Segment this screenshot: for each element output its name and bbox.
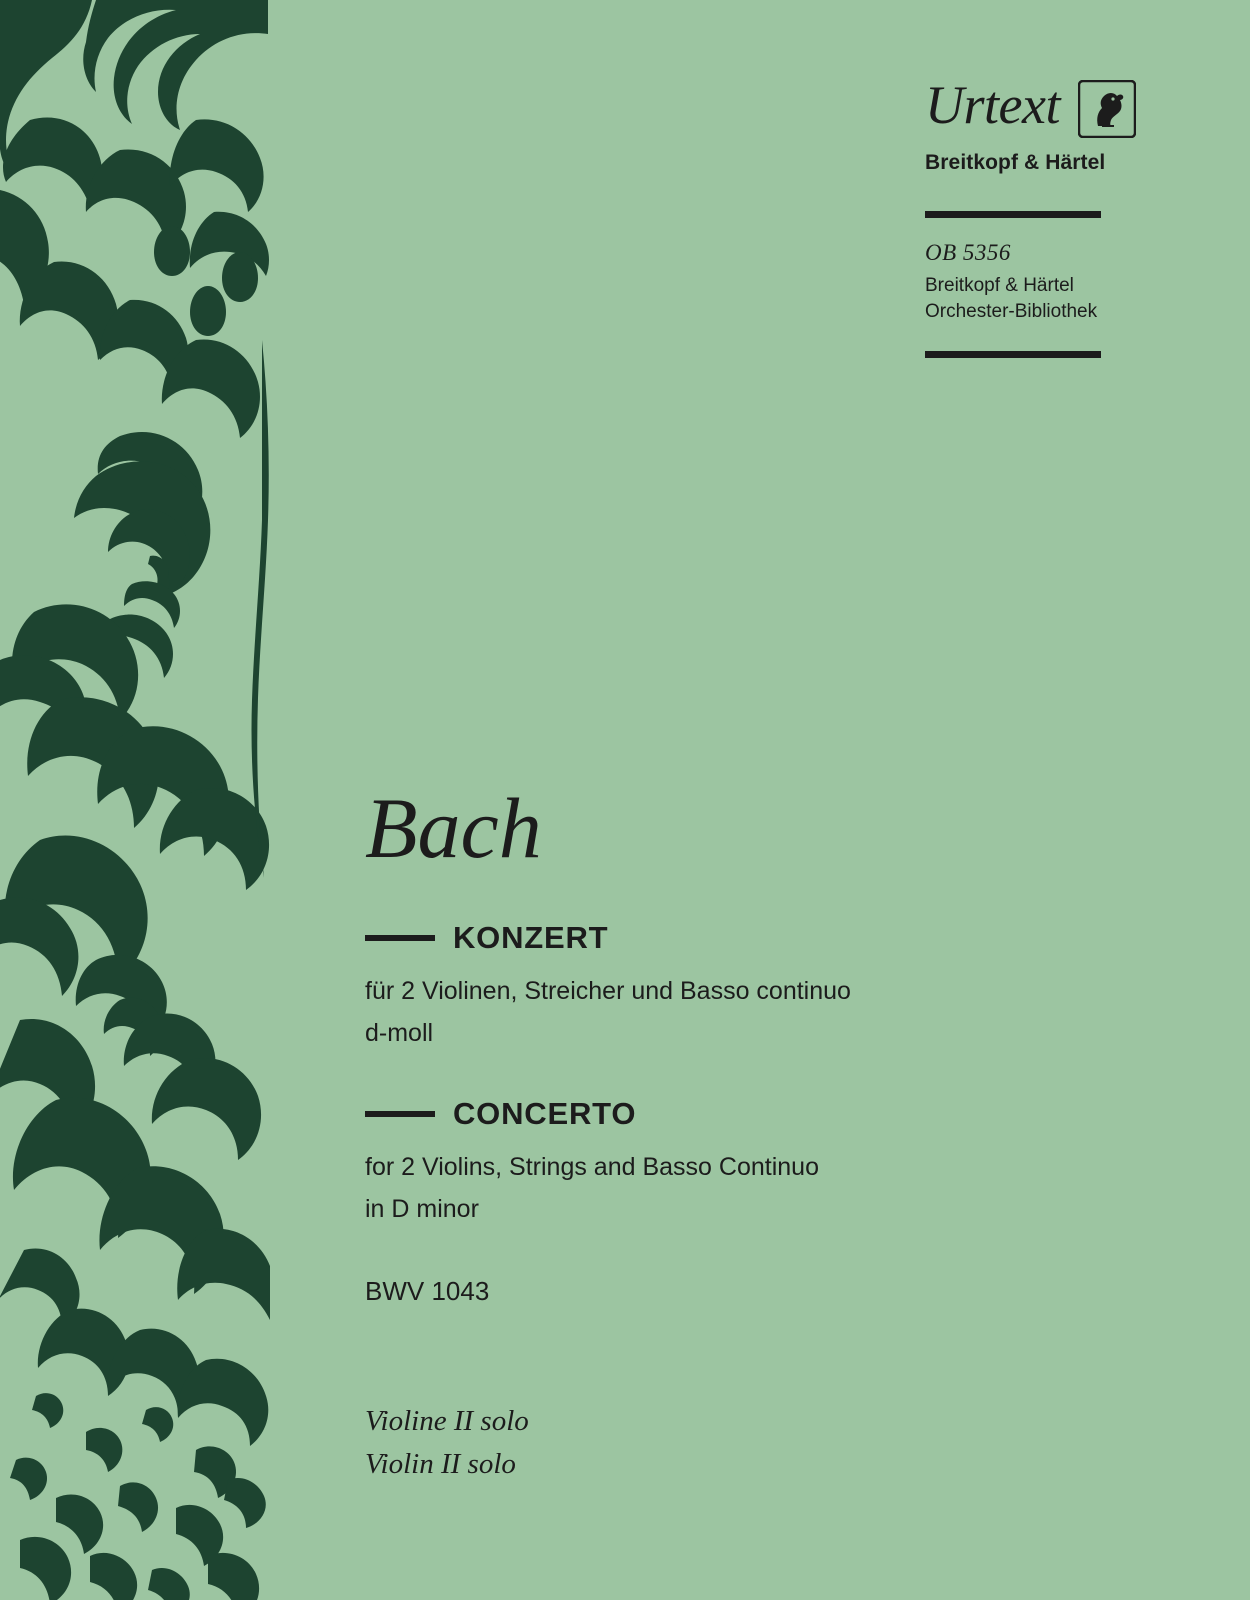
key-en: in D minor xyxy=(365,1195,479,1223)
rule-bottom xyxy=(925,351,1101,358)
part-designation-en: Violin II solo xyxy=(365,1448,516,1480)
series-name-line: Orchester-Bibliothek xyxy=(925,301,1098,322)
urtext-label: Urtext xyxy=(925,75,1060,135)
work-title-de: KONZERT xyxy=(453,920,609,955)
ornamental-border xyxy=(0,0,272,1600)
part-designation-de: Violine II solo xyxy=(365,1405,529,1437)
dash-rule-en xyxy=(365,1111,435,1117)
part-designation-block xyxy=(365,1400,529,1486)
breitkopf-horse-logo-icon xyxy=(1078,80,1136,143)
catalog-number: OB 5356 xyxy=(925,240,1011,265)
dash-rule-de xyxy=(365,935,435,941)
scoring-en: for 2 Violins, Strings and Basso Continuo xyxy=(365,1153,819,1181)
key-de: d-moll xyxy=(365,1019,434,1047)
series-publisher-line: Breitkopf & Härtel xyxy=(925,275,1074,296)
rule-top xyxy=(925,211,1101,218)
catalogue-number: BWV 1043 xyxy=(365,1276,490,1306)
publisher-name: Breitkopf & Härtel xyxy=(925,151,1106,174)
composer-name: Bach xyxy=(365,780,542,876)
work-title-en-row xyxy=(365,1096,1065,1132)
publisher-block xyxy=(925,75,1175,358)
scoring-de: für 2 Violinen, Streicher und Basso continuo xyxy=(365,977,851,1005)
work-title-en: CONCERTO xyxy=(453,1096,637,1131)
title-block xyxy=(365,782,1065,1307)
urtext-row xyxy=(925,75,1175,143)
work-title-de-row xyxy=(365,920,1065,956)
